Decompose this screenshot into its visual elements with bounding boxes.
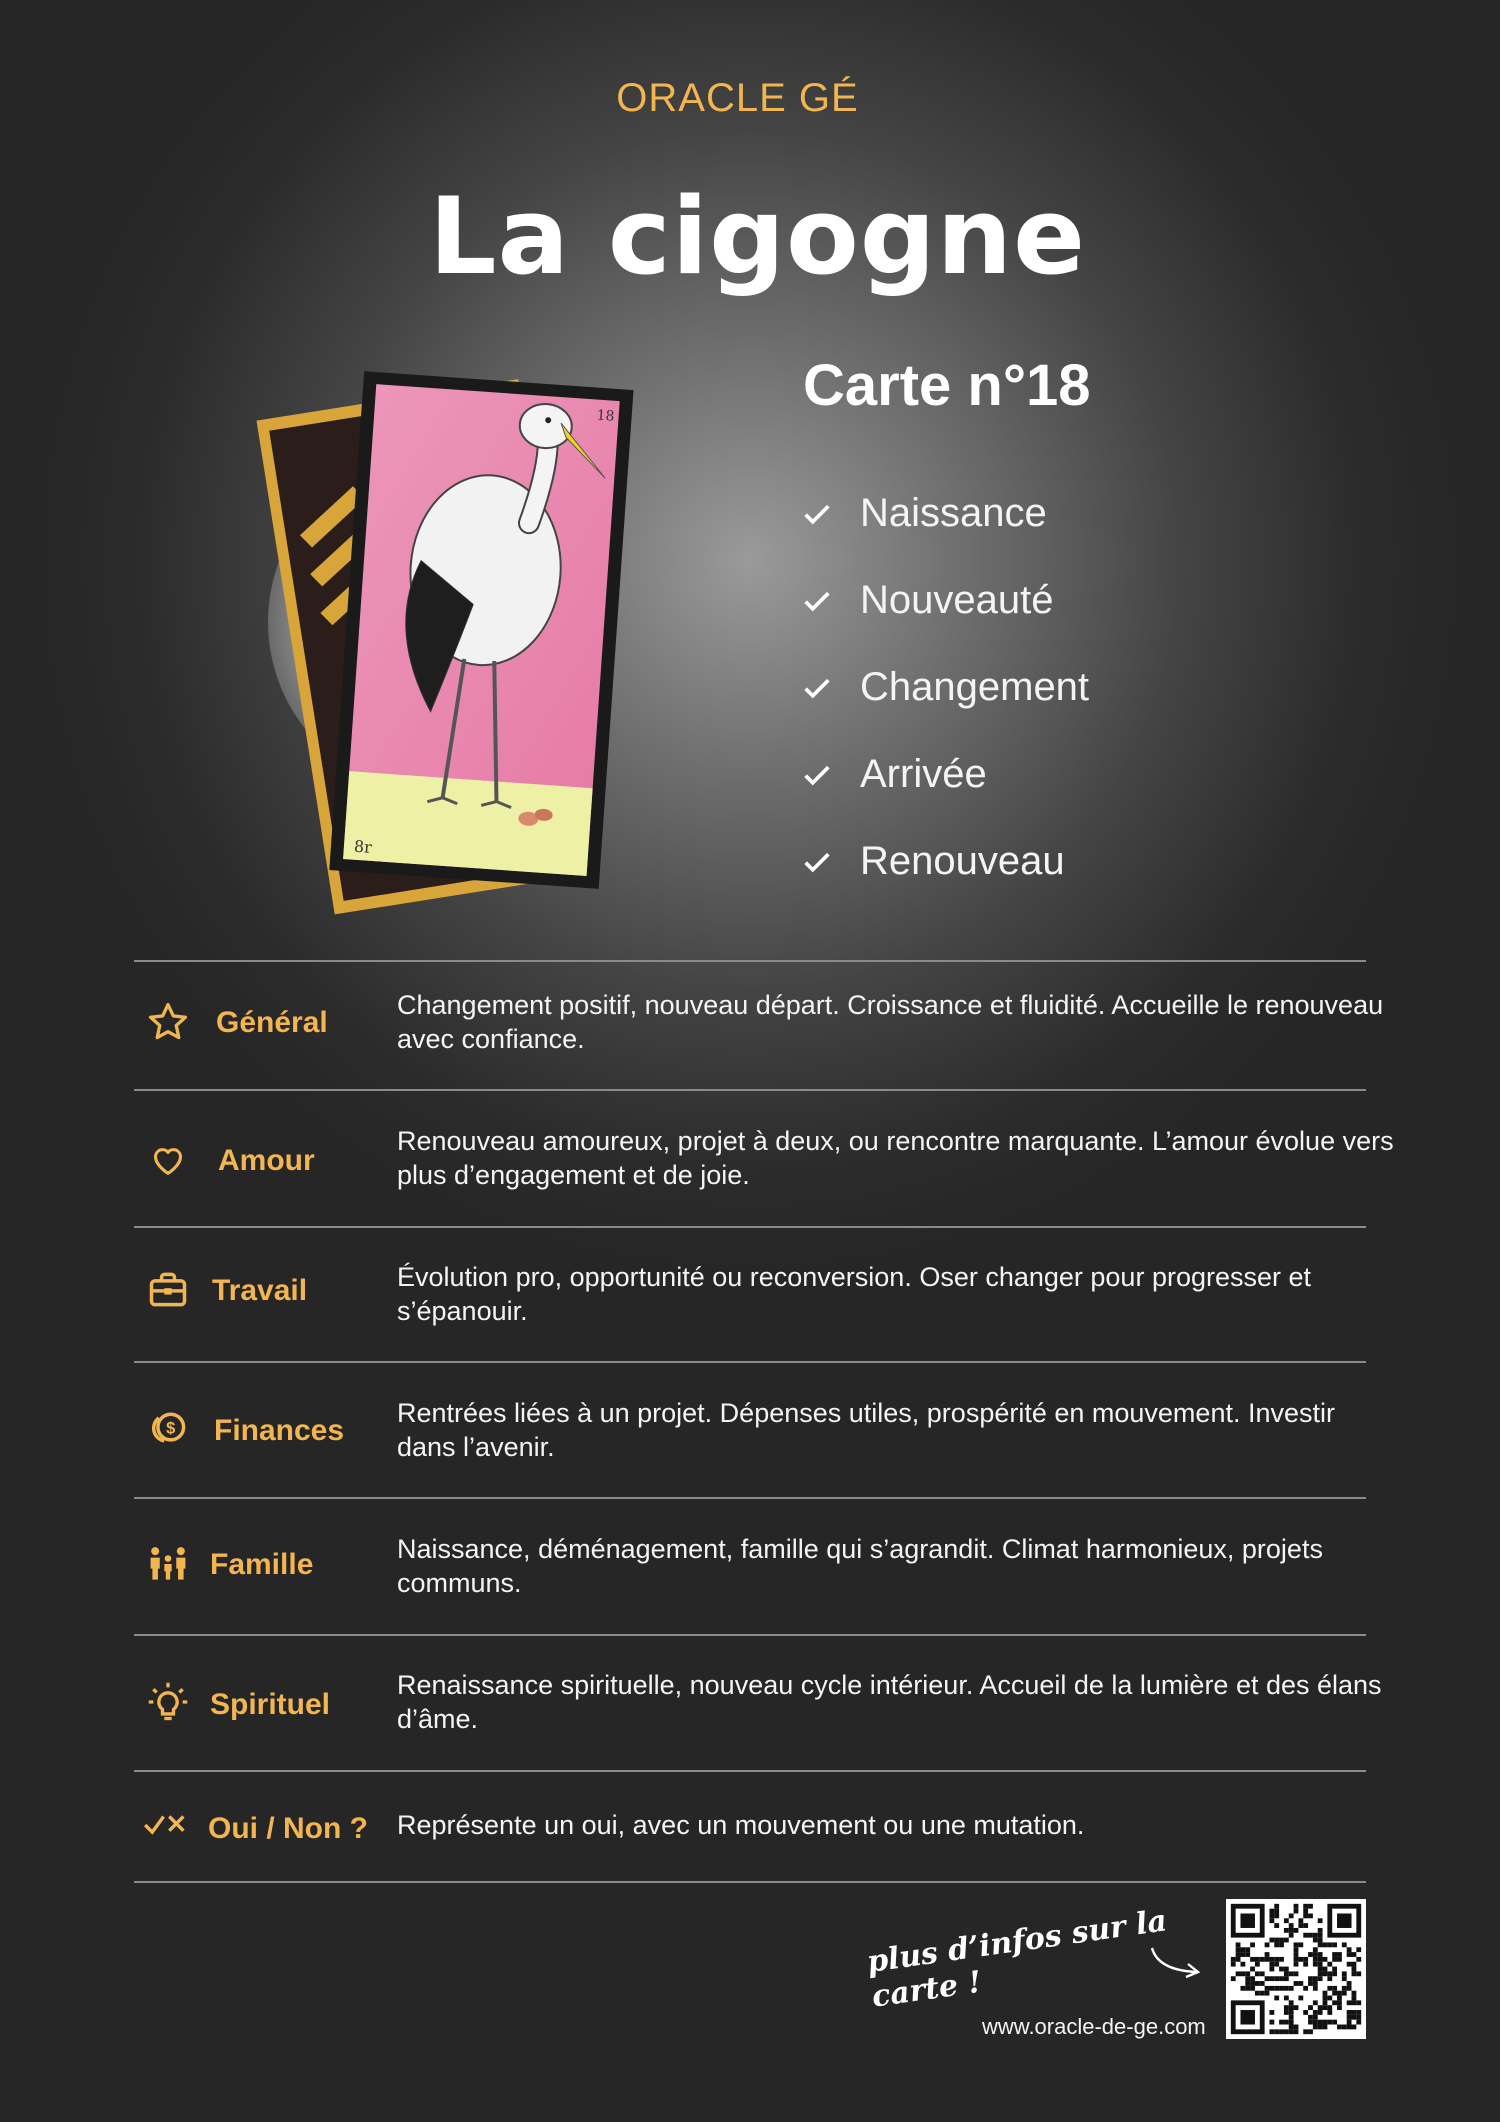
svg-text:$: $ (166, 1419, 176, 1438)
check-icon (800, 671, 834, 705)
keyword-item (800, 557, 1089, 644)
brand-name: ORACLE GÉ (616, 76, 859, 120)
divider (134, 960, 1366, 962)
website-link[interactable]: www.oracle-de-ge.com (982, 2014, 1206, 2039)
meaning-text: Renaissance spirituelle, nouveau cycle intérieur. Accueil de la lumière et des élans d’âme. (397, 1670, 1382, 1734)
card-number: Carte n°18 (803, 353, 1091, 418)
card-corner-mark: 8r (353, 836, 373, 857)
card-corner-number: 18 (596, 407, 615, 425)
check-icon (800, 497, 834, 531)
meaning-text: Rentrées liées à un projet. Dépenses utiles, prospérité en mouvement. Investir dans l’avenir. (397, 1398, 1335, 1462)
meaning-label: Spirituel (210, 1688, 331, 1721)
keyword-label: Nouveauté (860, 578, 1054, 622)
meaning-text: Naissance, déménagement, famille qui s’agrandit. Climat harmonieux, projets communs. (397, 1534, 1323, 1598)
yes-no-icon (142, 1808, 188, 1842)
coins-icon (146, 1406, 190, 1450)
check-icon (800, 845, 834, 879)
heart-icon (148, 1140, 188, 1180)
divider (134, 1497, 1366, 1499)
meaning-text: Évolution pro, opportunité ou reconversion. Oser changer pour progresser et s’épanouir. (397, 1262, 1312, 1326)
divider (134, 1361, 1366, 1363)
meaning-text: Représente un oui, avec un mouvement ou une mutation. (397, 1810, 1085, 1840)
card-title: La cigogne (428, 175, 1087, 298)
more-info-script: plus d’infos sur la carte ! (864, 1903, 1169, 2015)
front-card (329, 371, 633, 889)
keyword-list (800, 470, 1089, 905)
meaning-label: Oui / Non ? (208, 1812, 368, 1845)
keyword-label: Arrivée (860, 752, 987, 796)
card-illustration (240, 360, 690, 930)
divider (134, 1770, 1366, 1772)
keyword-label: Changement (860, 665, 1090, 709)
curved-arrow-icon (1148, 1942, 1208, 1982)
meaning-label: Finances (214, 1414, 345, 1447)
keyword-label: Renouveau (860, 839, 1065, 883)
keyword-item (800, 644, 1089, 731)
divider (134, 1089, 1366, 1091)
keyword-item (800, 818, 1089, 905)
divider (134, 1634, 1366, 1636)
meaning-text: Changement positif, nouveau départ. Croissance et fluidité. Accueille le renouveau avec confiance. (397, 990, 1384, 1054)
lightbulb-icon (146, 1680, 190, 1724)
keyword-item (800, 470, 1089, 557)
meaning-label: Général (216, 1006, 328, 1039)
meaning-text: Renouveau amoureux, projet à deux, ou rencontre marquante. L’amour évolue vers plus d’engagement et de joie. (397, 1126, 1394, 1190)
qr-code[interactable] (1226, 1899, 1366, 2039)
family-icon (146, 1542, 190, 1586)
star-icon (146, 1000, 190, 1044)
keyword-item (800, 731, 1089, 818)
check-icon (800, 584, 834, 618)
briefcase-icon (146, 1268, 190, 1312)
keyword-label: Naissance (860, 491, 1047, 535)
check-icon (800, 758, 834, 792)
meaning-label: Amour (218, 1144, 315, 1177)
meaning-label: Famille (210, 1548, 314, 1581)
divider (134, 1226, 1366, 1228)
meaning-label: Travail (212, 1274, 308, 1307)
divider (134, 1881, 1366, 1883)
